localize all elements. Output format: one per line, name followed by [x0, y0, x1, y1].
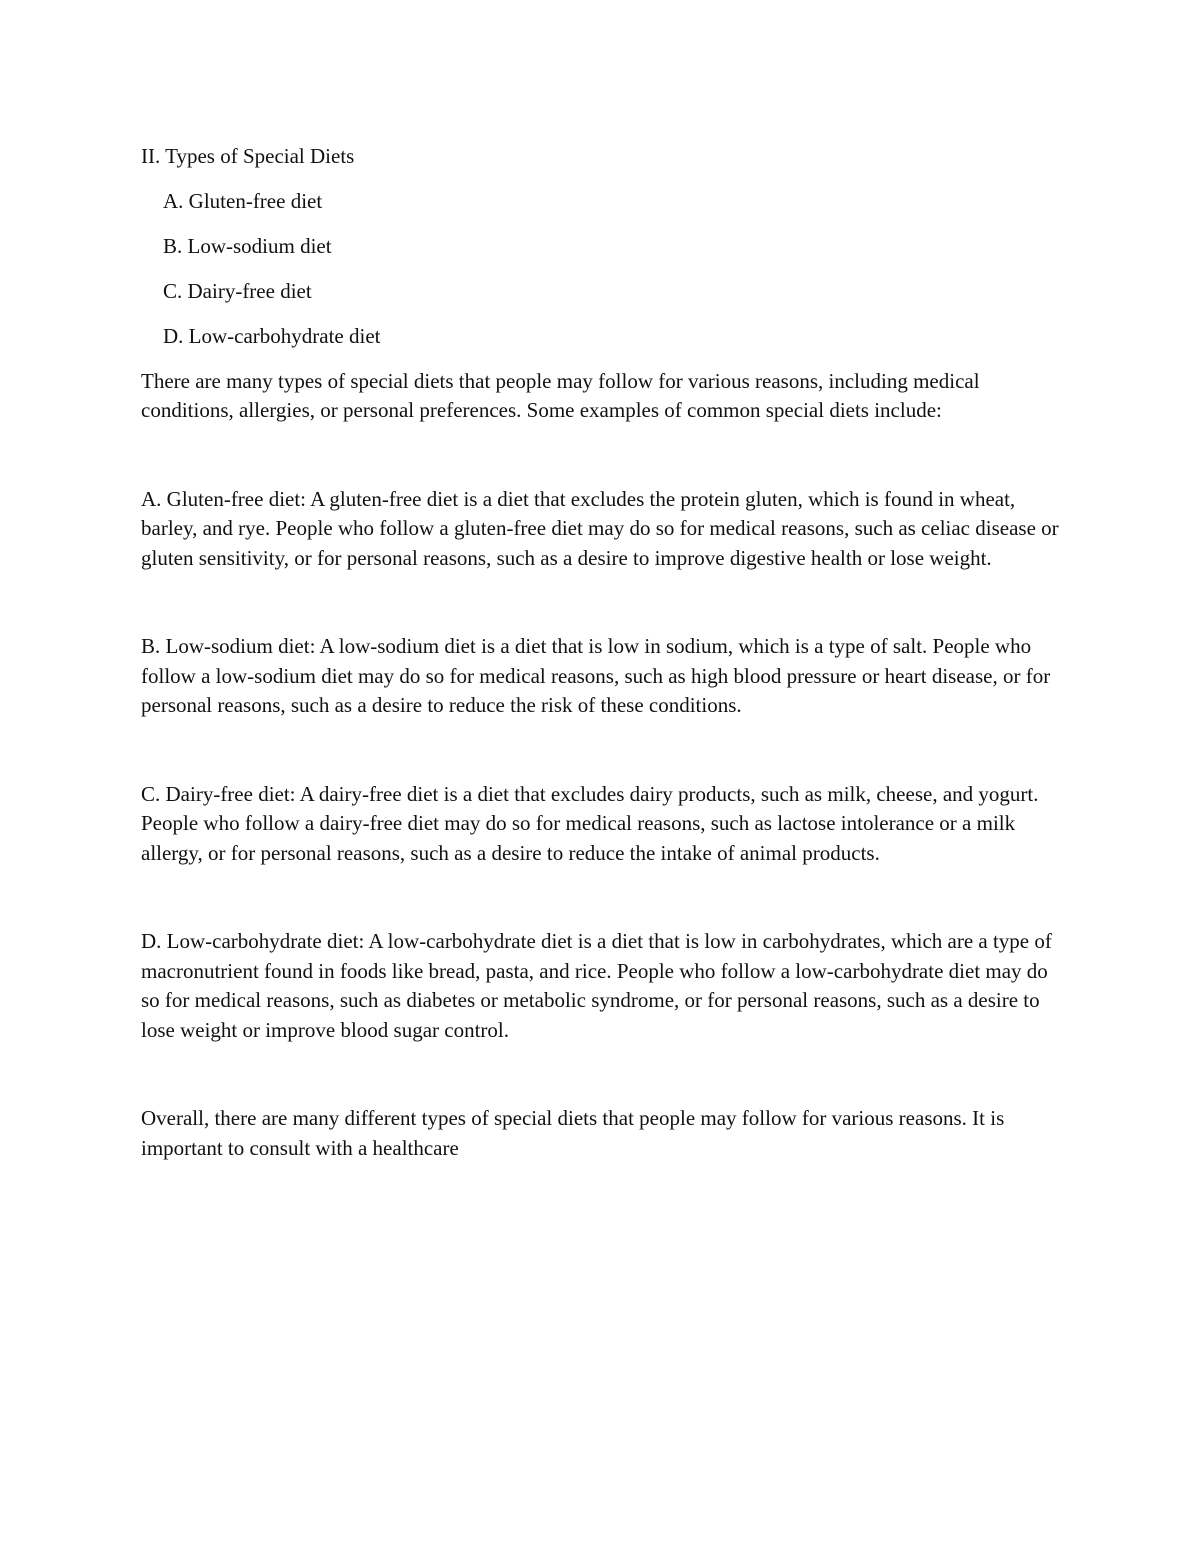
gluten-free-paragraph: A. Gluten-free diet: A gluten-free diet is a diet that excludes the protein gluten, which is found in wheat, barley, and rye. People who follow a gluten-free diet may do so for medical reasons, such as celiac disease or gluten sensitivity, or for personal reasons, such as a desire to improve digestive health or lose weight. [141, 486, 1059, 570]
dairy-free-paragraph: C. Dairy-free diet: A dairy-free diet is a diet that excludes dairy products, such as milk, cheese, and yogurt. People who follow a dairy-free diet may do so for medical reasons, such as lactose intolerance or a milk allergy, or for personal reasons, such as a desire to reduce the intake of animal products. [141, 781, 1039, 865]
intro-paragraph: There are many types of special diets that people may follow for various reasons, including medical conditions, allergies, or personal preferences. Some examples of common special diets include: [141, 368, 980, 422]
outline-item-low-sodium: B. Low-sodium diet [163, 233, 332, 258]
outline-item-dairy-free: C. Dairy-free diet [163, 278, 312, 303]
outline-item-gluten-free: A. Gluten-free diet [163, 188, 323, 213]
outline-item-low-carbohydrate: D. Low-carbohydrate diet [163, 323, 381, 348]
document-body [141, 142, 1061, 1222]
section-heading: II. Types of Special Diets [141, 144, 355, 168]
diet-outline-list [141, 187, 1061, 352]
conclusion-paragraph: Overall, there are many different types of special diets that people may follow for various reasons. It is important to consult with a healthcare [141, 1106, 1005, 1160]
low-sodium-paragraph: B. Low-sodium diet: A low-sodium diet is a diet that is low in sodium, which is a type of salt. People who follow a low-sodium diet may do so for medical reasons, such as high blood pressure or heart disease, or for personal reasons, such as a desire to reduce the risk of these conditions. [141, 634, 1051, 717]
low-carbohydrate-paragraph: D. Low-carbohydrate diet: A low-carbohydrate diet is a diet that is low in carbohydrates, which are a type of macronutrient found in foods like bread, pasta, and rice. People who follow a low-carbohydrate diet may do so for medical reasons, such as diabetes or metabolic syndrome, or for personal reasons, such as a desire to lose weight or improve blood sugar control. [141, 929, 1052, 1042]
